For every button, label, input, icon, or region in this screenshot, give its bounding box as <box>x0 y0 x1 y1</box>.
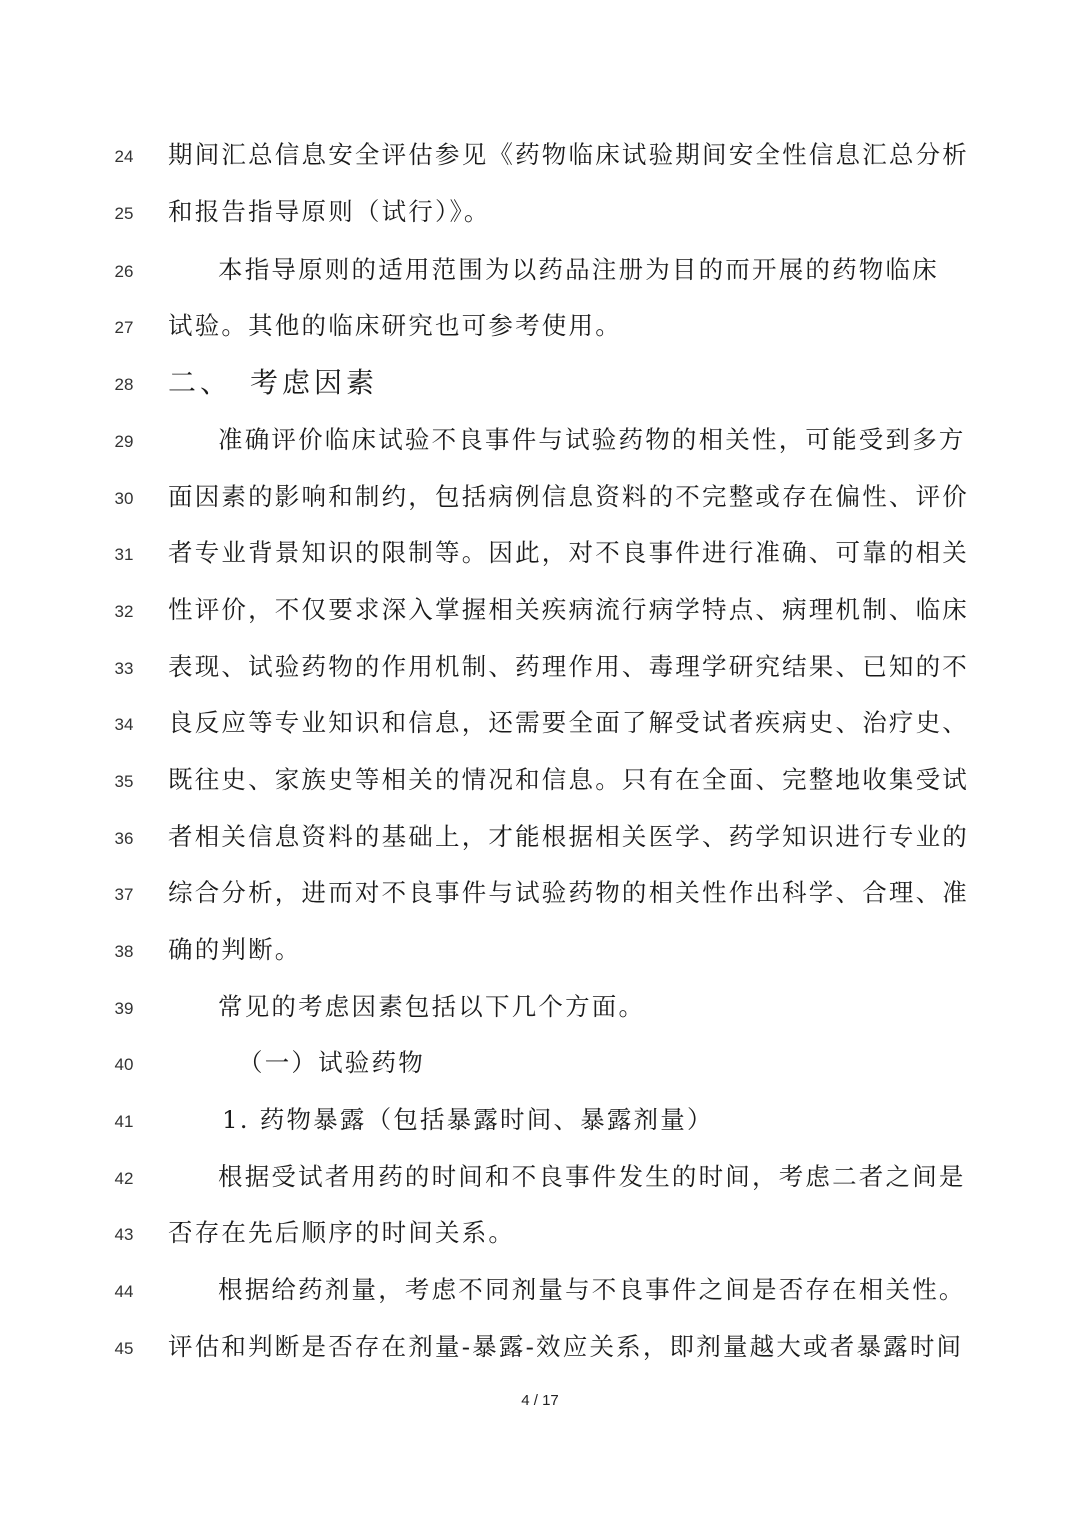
text-line <box>0 873 1080 913</box>
line-number: 41 <box>114 1112 134 1131</box>
subsection-heading-line <box>0 1043 1080 1083</box>
line-text: 者专业背景知识的限制等。因此，对不良事件进行准确、可靠的相关 <box>168 538 969 567</box>
text-line <box>0 760 1080 800</box>
line-number: 38 <box>114 942 134 961</box>
line-text: 本指导原则的适用范围为以药品注册为目的而开展的药物临床 <box>218 255 939 284</box>
text-line <box>0 817 1080 857</box>
text-line <box>0 306 1080 346</box>
line-text: 性评价，不仅要求深入掌握相关疾病流行病学特点、病理机制、临床 <box>168 595 969 624</box>
line-number: 30 <box>114 489 134 508</box>
section-heading-line <box>0 363 1080 403</box>
text-line <box>0 987 1080 1027</box>
subsection-heading-line <box>0 1100 1080 1140</box>
text-line <box>0 1157 1080 1197</box>
text-line <box>0 590 1080 630</box>
line-number: 39 <box>114 999 134 1018</box>
line-text: 既往史、家族史等相关的情况和信息。只有在全面、完整地收集受试 <box>168 765 969 794</box>
line-number: 26 <box>114 262 134 281</box>
line-text: 评估和判断是否存在剂量-暴露-效应关系，即剂量越大或者暴露时间 <box>168 1332 964 1361</box>
line-number: 35 <box>114 772 134 791</box>
line-text: 表现、试验药物的作用机制、药理作用、毒理学研究结果、已知的不 <box>168 652 969 681</box>
line-text: 否存在先后顺序的时间关系。 <box>168 1218 516 1247</box>
text-line <box>0 1270 1080 1310</box>
line-text: 确的判断。 <box>168 935 302 964</box>
line-text: 面因素的影响和制约，包括病例信息资料的不完整或存在偏性、评价 <box>168 482 969 511</box>
line-text: 根据受试者用药的时间和不良事件发生的时间，考虑二者之间是 <box>218 1162 966 1191</box>
line-text: 综合分析，进而对不良事件与试验药物的相关性作出科学、合理、准 <box>168 878 969 907</box>
line-number: 37 <box>114 885 134 904</box>
line-number: 40 <box>114 1055 134 1074</box>
line-text: 根据给药剂量，考虑不同剂量与不良事件之间是否存在相关性。 <box>218 1275 966 1304</box>
line-number: 24 <box>114 147 134 166</box>
page-indicator: 4 / 17 <box>521 1392 559 1409</box>
text-line <box>0 1213 1080 1253</box>
subsection-heading: （一）试验药物 <box>238 1048 425 1077</box>
text-line <box>0 1327 1080 1367</box>
text-line <box>0 647 1080 687</box>
line-text: 良反应等专业知识和信息，还需要全面了解受试者疾病史、治疗史、 <box>168 708 969 737</box>
line-number: 31 <box>114 545 134 564</box>
line-text: 试验。其他的临床研究也可参考使用。 <box>168 311 622 340</box>
line-number: 45 <box>114 1339 134 1358</box>
line-number: 36 <box>114 829 134 848</box>
line-text: 和报告指导原则（试行）》。 <box>168 197 491 226</box>
line-number: 44 <box>114 1282 134 1301</box>
line-number: 29 <box>114 432 134 451</box>
text-line <box>0 533 1080 573</box>
line-number: 28 <box>114 375 134 394</box>
text-line <box>0 703 1080 743</box>
line-number: 34 <box>114 715 134 734</box>
line-text: 者相关信息资料的基础上，才能根据相关医学、药学知识进行专业的 <box>168 822 969 851</box>
line-number: 27 <box>114 318 134 337</box>
line-number: 25 <box>114 204 134 223</box>
section-heading: 二、 考虑因素 <box>168 366 379 399</box>
text-line <box>0 135 1080 175</box>
line-text: 常见的考虑因素包括以下几个方面。 <box>218 992 646 1021</box>
line-number: 42 <box>114 1169 134 1188</box>
line-number: 43 <box>114 1225 134 1244</box>
subsection-heading: 1. 药物暴露（包括暴露时间、暴露剂量） <box>222 1105 714 1134</box>
line-number: 32 <box>114 602 134 621</box>
line-number: 33 <box>114 659 134 678</box>
text-line <box>0 250 1080 290</box>
text-line <box>0 477 1080 517</box>
line-text: 期间汇总信息安全评估参见《药物临床试验期间安全性信息汇总分析 <box>168 140 969 169</box>
text-line <box>0 930 1080 970</box>
text-line <box>0 192 1080 232</box>
text-line <box>0 420 1080 460</box>
line-text: 准确评价临床试验不良事件与试验药物的相关性，可能受到多方 <box>218 425 966 454</box>
